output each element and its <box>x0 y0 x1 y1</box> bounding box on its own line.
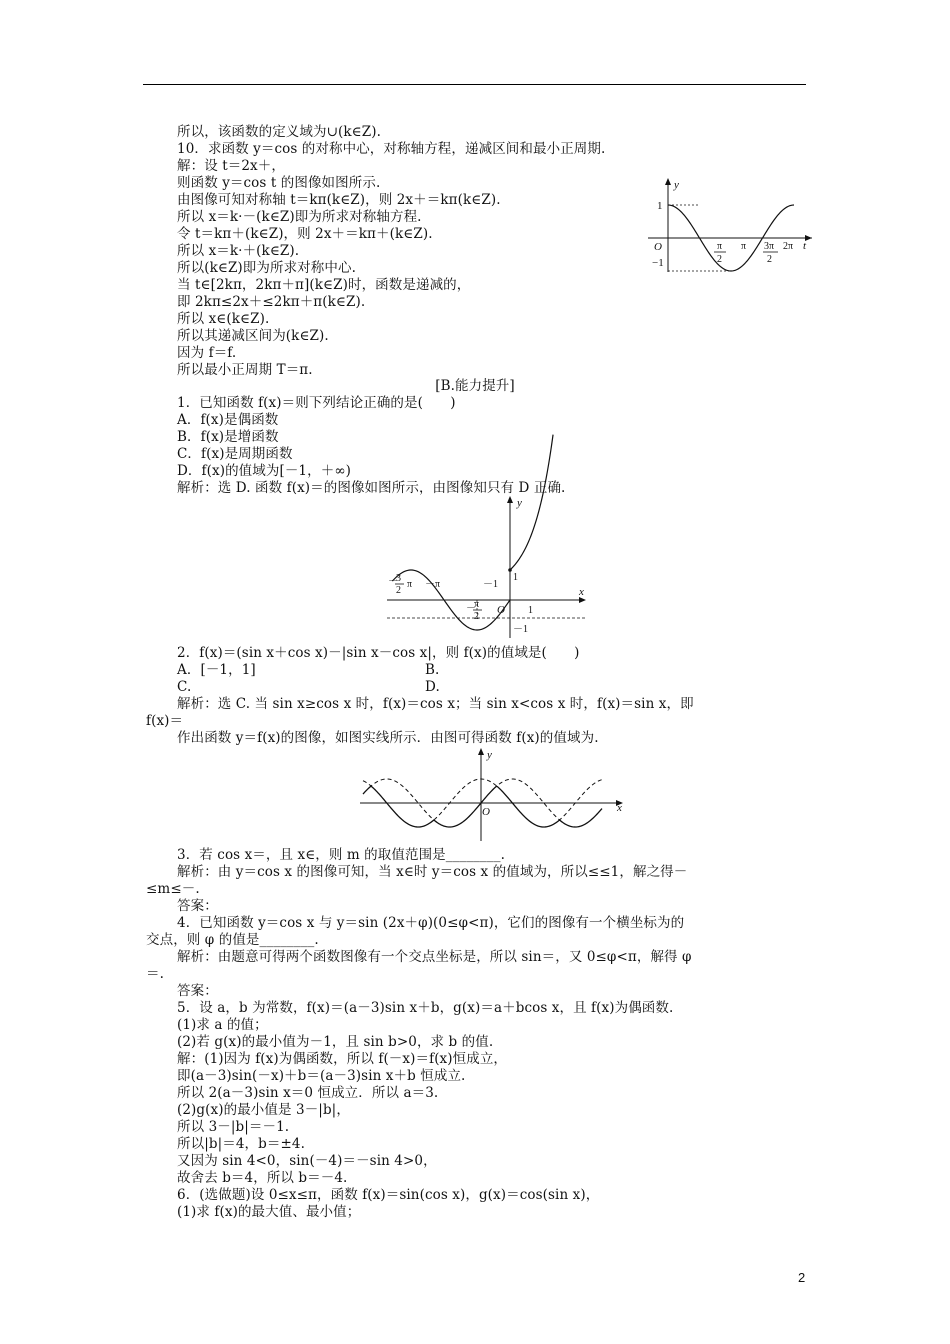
text-line: 3．若 cos x＝，且 x∈，则 m 的取值范围是________. <box>177 847 505 863</box>
text-line: 解析：选 D. 函数 f(x)＝的图像如图所示，由图像知只有 D 正确. <box>177 480 566 496</box>
tick-pi-half-num: π <box>717 241 723 252</box>
text-line: 作出函数 y＝f(x)的图像，如图实线所示．由图可得函数 f(x)的值域为. <box>177 730 599 746</box>
text-line: 即(a－3)sin(－x)＋b＝(a－3)sin x＋b 恒成立. <box>177 1068 466 1084</box>
origin-label: O <box>482 806 490 818</box>
text-line: 5．设 a，b 为常数，f(x)＝(a－3)sin x＋b，g(x)＝a＋bcos x，且 f(x)为偶函数. <box>177 1000 674 1016</box>
y-axis-arrow <box>665 178 671 185</box>
text-line: B．f(x)是增函数 <box>177 429 279 445</box>
text-line: B. <box>425 662 440 678</box>
text-line: 交点，则 φ 的值是________. <box>146 932 319 948</box>
tick-two-pi: 2π <box>783 241 794 252</box>
tick-neg-one: －1 <box>513 624 528 635</box>
text-line: C. <box>177 679 192 695</box>
t-axis-label: t <box>803 240 807 252</box>
text-line: 答案： <box>177 983 218 999</box>
tick-neg-pi: －π <box>425 579 441 590</box>
text-line: 令 t＝kπ＋(k∈Z)，则 2x＋＝kπ＋(k∈Z). <box>177 226 433 242</box>
tick-label-neg-one: −1 <box>652 257 664 269</box>
text-line: 解：(1)因为 f(x)为偶函数，所以 f(－x)＝f(x)恒成立， <box>177 1051 508 1067</box>
text-line: (1)求 f(x)的最大值、最小值； <box>177 1204 361 1220</box>
text-line: 10．求函数 y＝cos 的对称中心，对称轴方程，递减区间和最小正周期. <box>177 141 606 157</box>
text-line: (2)g(x)的最小值是 3－|b|， <box>177 1102 350 1118</box>
text-line: A．[－1，1] <box>177 662 256 678</box>
tick-pi-half-den: 2 <box>717 254 722 265</box>
intercept-point <box>508 568 512 572</box>
text-line: 所以 x＝k·＋(k∈Z). <box>177 243 300 259</box>
tick-neg-three-half-pi: π <box>407 579 413 590</box>
text-line: 所以其递减区间为(k∈Z). <box>177 328 329 344</box>
text-line: 所以 x∈(k∈Z). <box>177 311 270 327</box>
text-line: 所以，该函数的定义域为∪(k∈Z). <box>177 124 381 140</box>
figure-piecewise <box>385 492 595 642</box>
minus-sign: － <box>388 576 398 587</box>
tick-neg-three-half-den: 2 <box>396 585 401 596</box>
y-axis-label: y <box>487 749 492 761</box>
text-line: 解析：由题意可得两个函数图像有一个交点坐标是，所以 sin＝，又 0≤φ<π，解得 φ <box>177 949 692 965</box>
text-line: (2)若 g(x)的最小值为－1，且 sin b>0，求 b 的值. <box>177 1034 494 1050</box>
minus-sign: － <box>466 603 476 614</box>
y-axis-label: y <box>517 497 522 509</box>
text-line: D．f(x)的值域为[－1，＋∞) <box>177 463 352 479</box>
text-line: 6．(选做题)设 0≤x≤π，函数 f(x)＝sin(cos x)，g(x)＝cos(sin x)， <box>177 1187 600 1203</box>
text-line: 当 t∈[2kπ，2kπ＋π](k∈Z)时，函数是递减的， <box>177 277 471 293</box>
text-line: (1)求 a 的值； <box>177 1017 268 1033</box>
text-line: 所以 3－|b|＝－1. <box>177 1119 290 1135</box>
y-axis-arrow <box>478 748 484 755</box>
text-line: 解析：选 C. 当 sin x≥cos x 时，f(x)＝cos x；当 sin x<cos x 时，f(x)＝sin x，即 <box>177 696 694 712</box>
text-line: 故舍去 b＝4，所以 b＝－4. <box>177 1170 348 1186</box>
tick-neg-pi-half-den: 2 <box>474 611 479 622</box>
tick-one-x: 1 <box>528 605 533 616</box>
text-line: 所以(k∈Z)即为所求对称中心. <box>177 260 356 276</box>
tick-pi: π <box>741 241 747 252</box>
text-line: ＝. <box>146 966 164 982</box>
text-line: 又因为 sin 4<0，sin(－4)＝－sin 4>0， <box>177 1153 437 1169</box>
text-line: 所以 x＝k·－(k∈Z)即为所求对称轴方程. <box>177 209 422 225</box>
tick-neg-pi-half-num: π <box>474 599 480 610</box>
text-line: 所以|b|＝4，b＝±4. <box>177 1136 305 1152</box>
text-line: f(x)＝ <box>146 713 184 729</box>
origin-label: O <box>497 604 505 616</box>
tick-three-pi-half-num: 3π <box>764 241 775 252</box>
tick-three-pi-half-den: 2 <box>767 254 772 265</box>
tick-one-y: 1 <box>513 572 518 583</box>
text-line: 解析：由 y＝cos x 的图像可知，当 x∈时 y＝cos x 的值域为，所以≤≤1，解之得－ <box>177 864 688 880</box>
text-line: C．f(x)是周期函数 <box>177 446 293 462</box>
tick-neg-three-half-num: 3 <box>396 573 401 584</box>
text-line: 4．已知函数 y＝cos x 与 y＝sin (2x＋φ)(0≤φ<π)，它们的图像有一个横坐标为的 <box>177 915 685 931</box>
text-line: 即 2kπ≤2x＋≤2kπ＋π(k∈Z). <box>177 294 366 310</box>
page-number: 2 <box>798 1270 806 1285</box>
x-axis-label: x <box>617 802 622 814</box>
tick-label-one: 1 <box>657 200 663 212</box>
header-rule <box>143 84 806 85</box>
y-axis-arrow <box>507 496 513 503</box>
figure-cos-t <box>640 172 825 276</box>
text-line: 解：设 t＝2x＋， <box>177 158 285 174</box>
y-axis-label: y <box>674 179 679 191</box>
text-line: 2．f(x)＝(sin x＋cos x)－|sin x－cos x|，则 f(x)的值域是( ) <box>177 645 580 661</box>
text-line: 1．已知函数 f(x)＝则下列结论正确的是( ) <box>177 395 456 411</box>
tick-neg-one-left: －1 <box>483 579 498 590</box>
text-line: D. <box>425 679 440 695</box>
x-axis-label: x <box>579 586 584 598</box>
text-line: 所以最小正周期 T＝π. <box>177 362 313 378</box>
section-heading: [B.能力提升] <box>435 378 515 394</box>
text-line: 则函数 y＝cos t 的图像如图所示. <box>177 175 381 191</box>
text-line: 答案： <box>177 898 218 914</box>
text-line: ≤m≤－. <box>146 881 200 897</box>
origin-label: O <box>654 241 662 253</box>
text-line: 由图像可知对称轴 t＝kπ(k∈Z)，则 2x＋＝kπ(k∈Z). <box>177 192 501 208</box>
text-line: 因为 f＝f. <box>177 345 237 361</box>
figure-sin-cos <box>358 744 633 844</box>
text-line: A．f(x)是偶函数 <box>177 412 279 428</box>
text-line: 所以 2(a－3)sin x＝0 恒成立．所以 a＝3. <box>177 1085 439 1101</box>
